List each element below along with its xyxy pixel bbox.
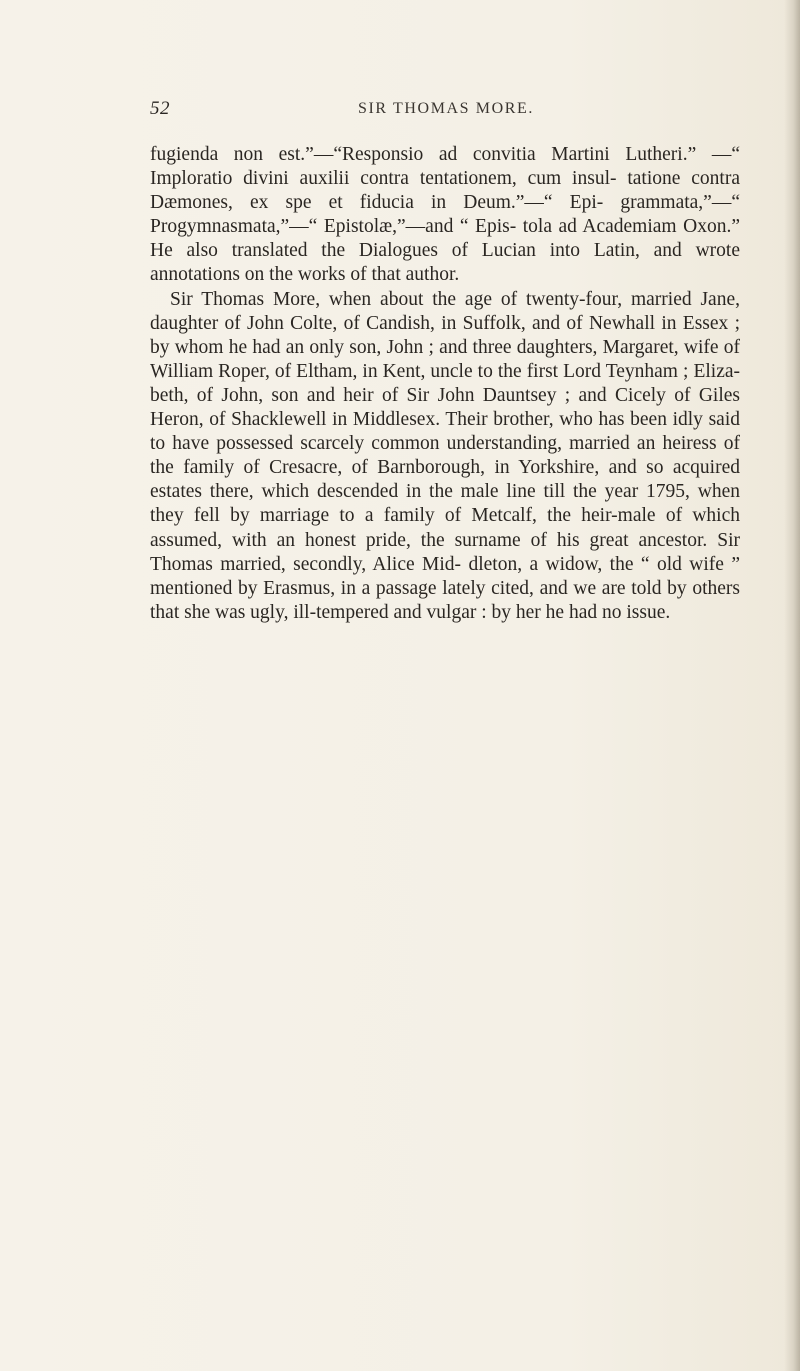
- paragraph-marriage: Sir Thomas More, when about the age of twenty-four, married Jane, daughter of John Colte, of Candish, in Suffolk, and of Newhall in Essex ; by whom he had an only son, John ; and three daughters, Margaret, wife of William Roper, of Eltham, in Kent, uncle to the first Lord Teynham ; Eliza- beth, of John, son and heir of Sir John Dauntsey ; and Cicely of Giles Heron, of Shacklewell in Middlesex. Their brother, who has been idly said to have possessed scarcely common understanding, married an heiress of the family of Cresacre, of Barnborough, in Yorkshire, and so acquired estates there, which descended in the male line till the year 1795, when they fell by marriage to a family of Metcalf, the heir-male of which assumed, with an honest pride, the surname of his great ancestor. Sir Thomas married, secondly, Alice Mid- dleton, a widow, the “ old wife ” mentioned by Erasmus, in a passage lately cited, and we are told by others that she was ugly, ill-tempered and vulgar : by her he had no issue.: [150, 288, 740, 623]
- paragraph-works-list: fugienda non est.”—“Responsio ad convitia Martini Lutheri.” —“ Imploratio divini auxilii contra tentationem, cum insul- tatione contra Dæmones, ex spe et fiducia in Deum.”—“ Epi- grammata,”—“ Progymnasmata,”—“ Epistolæ,”—and “ Epis- tola ad Academiam Oxon.” He also translated the Dialogues of Lucian into Latin, and wrote annotations on the works of that author.: [150, 144, 740, 286]
- page-header: [150, 98, 740, 128]
- page-number: 52: [150, 98, 170, 119]
- page-edge-shadow: [784, 0, 800, 1371]
- body-text: [150, 143, 740, 625]
- running-head: SIR THOMAS MORE.: [358, 100, 534, 117]
